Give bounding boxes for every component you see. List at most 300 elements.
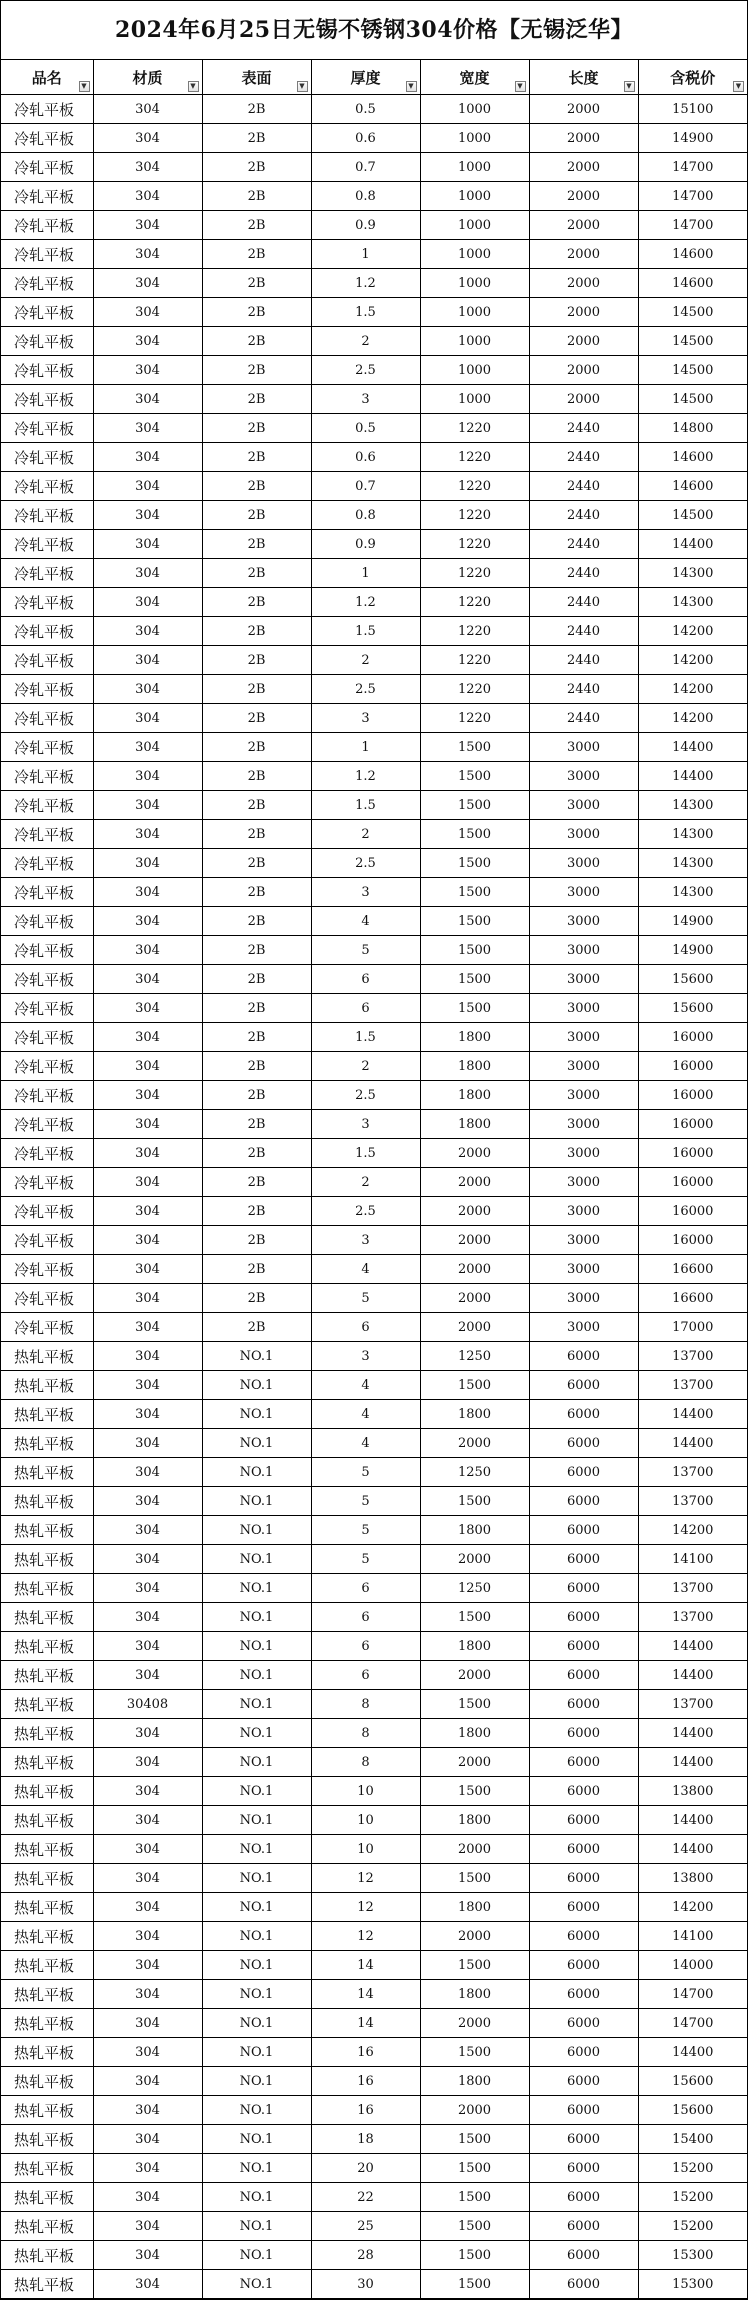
cell-product-name: 冷轧平板	[1, 1052, 93, 1081]
cell-price: 16000	[638, 1023, 747, 1052]
cell-surface: NO.1	[202, 1603, 311, 1632]
cell-surface: NO.1	[202, 1690, 311, 1719]
cell-width: 1500	[420, 762, 529, 791]
cell-price: 14400	[638, 530, 747, 559]
cell-material: 304	[93, 1255, 202, 1284]
cell-width: 1800	[420, 1400, 529, 1429]
cell-thickness: 3	[311, 878, 420, 907]
cell-product-name: 冷轧平板	[1, 414, 93, 443]
cell-thickness: 6	[311, 1603, 420, 1632]
cell-surface: NO.1	[202, 1574, 311, 1603]
cell-length: 6000	[529, 2183, 638, 2212]
cell-product-name: 热轧平板	[1, 1980, 93, 2009]
table-row	[1, 1429, 747, 1458]
cell-surface: NO.1	[202, 2096, 311, 2125]
cell-material: 304	[93, 2270, 202, 2299]
cell-surface: 2B	[202, 1226, 311, 1255]
cell-material: 304	[93, 1574, 202, 1603]
cell-width: 1500	[420, 2183, 529, 2212]
table-row	[1, 646, 747, 675]
cell-length: 6000	[529, 1806, 638, 1835]
cell-product-name: 冷轧平板	[1, 211, 93, 240]
table-row	[1, 1922, 747, 1951]
cell-material: 304	[93, 1081, 202, 1110]
filter-dropdown-icon[interactable]: ▼	[406, 81, 417, 92]
cell-price: 13800	[638, 1864, 747, 1893]
cell-length: 2440	[529, 559, 638, 588]
cell-thickness: 2.5	[311, 356, 420, 385]
cell-width: 1000	[420, 298, 529, 327]
cell-thickness: 2	[311, 646, 420, 675]
cell-surface: 2B	[202, 762, 311, 791]
cell-surface: 2B	[202, 675, 311, 704]
cell-length: 6000	[529, 2125, 638, 2154]
cell-thickness: 2	[311, 820, 420, 849]
cell-material: 304	[93, 1806, 202, 1835]
cell-width: 2000	[420, 1429, 529, 1458]
cell-length: 2440	[529, 704, 638, 733]
cell-price: 14400	[638, 1719, 747, 1748]
cell-thickness: 6	[311, 1574, 420, 1603]
cell-width: 1250	[420, 1458, 529, 1487]
table-row	[1, 2154, 747, 2183]
cell-thickness: 3	[311, 1342, 420, 1371]
cell-price: 14600	[638, 472, 747, 501]
cell-material: 304	[93, 95, 202, 124]
cell-material: 304	[93, 994, 202, 1023]
table-row	[1, 443, 747, 472]
cell-price: 14200	[638, 1516, 747, 1545]
table-row	[1, 1603, 747, 1632]
cell-material: 304	[93, 849, 202, 878]
cell-width: 2000	[420, 1545, 529, 1574]
cell-length: 3000	[529, 1255, 638, 1284]
cell-product-name: 冷轧平板	[1, 1226, 93, 1255]
cell-surface: NO.1	[202, 1342, 311, 1371]
cell-product-name: 冷轧平板	[1, 1168, 93, 1197]
cell-product-name: 热轧平板	[1, 1661, 93, 1690]
cell-price: 14300	[638, 791, 747, 820]
cell-thickness: 1.5	[311, 617, 420, 646]
cell-length: 2440	[529, 675, 638, 704]
cell-width: 1800	[420, 1052, 529, 1081]
cell-surface: NO.1	[202, 1893, 311, 1922]
cell-product-name: 冷轧平板	[1, 240, 93, 269]
cell-width: 1000	[420, 95, 529, 124]
cell-thickness: 2.5	[311, 1197, 420, 1226]
cell-product-name: 冷轧平板	[1, 588, 93, 617]
cell-material: 304	[93, 2125, 202, 2154]
cell-price: 14400	[638, 762, 747, 791]
cell-thickness: 18	[311, 2125, 420, 2154]
cell-product-name: 冷轧平板	[1, 1255, 93, 1284]
cell-surface: 2B	[202, 443, 311, 472]
table-row	[1, 1168, 747, 1197]
cell-material: 304	[93, 1226, 202, 1255]
header-label: 品名	[31, 68, 62, 87]
cell-material: 304	[93, 1661, 202, 1690]
cell-width: 2000	[420, 1168, 529, 1197]
cell-width: 1800	[420, 2067, 529, 2096]
table-row	[1, 2096, 747, 2125]
table-row	[1, 1748, 747, 1777]
table-row	[1, 1313, 747, 1342]
cell-price: 14600	[638, 269, 747, 298]
cell-product-name: 冷轧平板	[1, 1110, 93, 1139]
cell-length: 2000	[529, 298, 638, 327]
cell-surface: 2B	[202, 1284, 311, 1313]
cell-thickness: 2	[311, 1168, 420, 1197]
cell-width: 1500	[420, 1371, 529, 1400]
cell-length: 6000	[529, 1748, 638, 1777]
cell-thickness: 5	[311, 1487, 420, 1516]
cell-surface: 2B	[202, 1052, 311, 1081]
cell-product-name: 冷轧平板	[1, 849, 93, 878]
cell-width: 1800	[420, 1632, 529, 1661]
cell-length: 2440	[529, 588, 638, 617]
table-row	[1, 965, 747, 994]
cell-surface: 2B	[202, 559, 311, 588]
cell-product-name: 热轧平板	[1, 1893, 93, 1922]
cell-surface: 2B	[202, 820, 311, 849]
cell-material: 304	[93, 1052, 202, 1081]
cell-length: 6000	[529, 2270, 638, 2299]
cell-length: 2000	[529, 124, 638, 153]
cell-length: 2440	[529, 646, 638, 675]
cell-material: 304	[93, 1487, 202, 1516]
cell-price: 14500	[638, 356, 747, 385]
cell-material: 304	[93, 704, 202, 733]
cell-product-name: 热轧平板	[1, 1516, 93, 1545]
cell-surface: 2B	[202, 153, 311, 182]
cell-length: 3000	[529, 1081, 638, 1110]
cell-material: 304	[93, 240, 202, 269]
cell-material: 304	[93, 1429, 202, 1458]
cell-material: 304	[93, 965, 202, 994]
cell-thickness: 8	[311, 1719, 420, 1748]
cell-product-name: 热轧平板	[1, 2241, 93, 2270]
cell-product-name: 热轧平板	[1, 2212, 93, 2241]
cell-thickness: 22	[311, 2183, 420, 2212]
filter-dropdown-icon[interactable]: ▼	[733, 81, 744, 92]
cell-price: 16000	[638, 1226, 747, 1255]
cell-width: 1500	[420, 1951, 529, 1980]
cell-surface: 2B	[202, 1081, 311, 1110]
cell-width: 1500	[420, 936, 529, 965]
cell-product-name: 冷轧平板	[1, 559, 93, 588]
cell-width: 1500	[420, 1690, 529, 1719]
cell-material: 304	[93, 385, 202, 414]
cell-product-name: 热轧平板	[1, 1632, 93, 1661]
cell-material: 304	[93, 182, 202, 211]
cell-surface: NO.1	[202, 2241, 311, 2270]
cell-thickness: 5	[311, 1516, 420, 1545]
cell-length: 2440	[529, 501, 638, 530]
table-row	[1, 1864, 747, 1893]
cell-thickness: 5	[311, 1284, 420, 1313]
cell-surface: 2B	[202, 530, 311, 559]
filter-dropdown-icon[interactable]: ▼	[79, 81, 90, 92]
table-row	[1, 2009, 747, 2038]
cell-width: 1800	[420, 1110, 529, 1139]
cell-surface: NO.1	[202, 1632, 311, 1661]
cell-surface: 2B	[202, 327, 311, 356]
cell-surface: 2B	[202, 1255, 311, 1284]
cell-length: 6000	[529, 2067, 638, 2096]
cell-length: 6000	[529, 1603, 638, 1632]
cell-length: 2000	[529, 385, 638, 414]
cell-length: 6000	[529, 1835, 638, 1864]
cell-surface: NO.1	[202, 1806, 311, 1835]
cell-price: 14500	[638, 501, 747, 530]
table-row	[1, 298, 747, 327]
cell-width: 1220	[420, 617, 529, 646]
cell-material: 304	[93, 1603, 202, 1632]
cell-surface: NO.1	[202, 1516, 311, 1545]
cell-surface: 2B	[202, 704, 311, 733]
cell-surface: NO.1	[202, 2154, 311, 2183]
filter-dropdown-icon[interactable]: ▼	[297, 81, 308, 92]
cell-price: 14700	[638, 1980, 747, 2009]
cell-width: 1500	[420, 965, 529, 994]
cell-product-name: 冷轧平板	[1, 762, 93, 791]
cell-surface: 2B	[202, 472, 311, 501]
cell-length: 6000	[529, 1661, 638, 1690]
table-row	[1, 1574, 747, 1603]
cell-product-name: 热轧平板	[1, 2096, 93, 2125]
table-row	[1, 1081, 747, 1110]
cell-thickness: 4	[311, 1371, 420, 1400]
cell-length: 6000	[529, 1777, 638, 1806]
cell-length: 3000	[529, 1139, 638, 1168]
cell-surface: NO.1	[202, 1429, 311, 1458]
cell-surface: 2B	[202, 414, 311, 443]
table-row	[1, 1545, 747, 1574]
cell-price: 13700	[638, 1342, 747, 1371]
cell-product-name: 冷轧平板	[1, 327, 93, 356]
cell-price: 14200	[638, 617, 747, 646]
cell-surface: 2B	[202, 646, 311, 675]
cell-thickness: 6	[311, 1661, 420, 1690]
cell-product-name: 冷轧平板	[1, 1139, 93, 1168]
cell-length: 3000	[529, 1197, 638, 1226]
cell-price: 14300	[638, 588, 747, 617]
cell-length: 6000	[529, 1574, 638, 1603]
cell-material: 304	[93, 2067, 202, 2096]
cell-width: 1220	[420, 704, 529, 733]
cell-length: 3000	[529, 820, 638, 849]
cell-width: 2000	[420, 1748, 529, 1777]
table-row	[1, 1487, 747, 1516]
header-width	[420, 60, 529, 95]
cell-thickness: 4	[311, 1255, 420, 1284]
cell-surface: NO.1	[202, 2038, 311, 2067]
cell-length: 2000	[529, 153, 638, 182]
cell-width: 1800	[420, 1719, 529, 1748]
cell-width: 1500	[420, 733, 529, 762]
cell-thickness: 4	[311, 1429, 420, 1458]
table-row	[1, 1458, 747, 1487]
price-table	[1, 60, 747, 2299]
cell-thickness: 6	[311, 1632, 420, 1661]
header-material	[93, 60, 202, 95]
cell-price: 14100	[638, 1545, 747, 1574]
cell-thickness: 5	[311, 1458, 420, 1487]
cell-surface: NO.1	[202, 2270, 311, 2299]
cell-surface: 2B	[202, 1197, 311, 1226]
cell-width: 1500	[420, 2241, 529, 2270]
cell-thickness: 1.2	[311, 588, 420, 617]
table-row	[1, 1893, 747, 1922]
table-row	[1, 878, 747, 907]
cell-surface: 2B	[202, 936, 311, 965]
cell-thickness: 2.5	[311, 1081, 420, 1110]
cell-price: 15200	[638, 2183, 747, 2212]
cell-thickness: 0.6	[311, 124, 420, 153]
cell-length: 2000	[529, 240, 638, 269]
cell-surface: 2B	[202, 994, 311, 1023]
cell-surface: 2B	[202, 1313, 311, 1342]
table-row	[1, 385, 747, 414]
cell-length: 2000	[529, 211, 638, 240]
cell-thickness: 2.5	[311, 849, 420, 878]
cell-price: 16000	[638, 1139, 747, 1168]
table-row	[1, 1052, 747, 1081]
cell-width: 1250	[420, 1574, 529, 1603]
table-row	[1, 994, 747, 1023]
cell-price: 14600	[638, 443, 747, 472]
table-row	[1, 704, 747, 733]
cell-length: 6000	[529, 1371, 638, 1400]
cell-surface: 2B	[202, 95, 311, 124]
cell-product-name: 热轧平板	[1, 1864, 93, 1893]
table-row	[1, 95, 747, 124]
table-row	[1, 559, 747, 588]
cell-thickness: 8	[311, 1690, 420, 1719]
cell-length: 3000	[529, 1110, 638, 1139]
cell-product-name: 热轧平板	[1, 1574, 93, 1603]
cell-material: 304	[93, 1371, 202, 1400]
table-row	[1, 849, 747, 878]
cell-length: 2000	[529, 95, 638, 124]
cell-material: 304	[93, 588, 202, 617]
table-row	[1, 2183, 747, 2212]
cell-thickness: 0.5	[311, 95, 420, 124]
cell-price: 15600	[638, 994, 747, 1023]
cell-material: 304	[93, 1197, 202, 1226]
cell-length: 6000	[529, 1893, 638, 1922]
cell-length: 3000	[529, 994, 638, 1023]
table-row	[1, 1632, 747, 1661]
cell-material: 304	[93, 530, 202, 559]
cell-product-name: 热轧平板	[1, 2183, 93, 2212]
cell-width: 1500	[420, 994, 529, 1023]
cell-price: 14400	[638, 733, 747, 762]
cell-width: 2000	[420, 2009, 529, 2038]
cell-width: 1220	[420, 472, 529, 501]
table-row	[1, 1777, 747, 1806]
table-row	[1, 2038, 747, 2067]
cell-material: 304	[93, 1748, 202, 1777]
cell-material: 304	[93, 617, 202, 646]
filter-dropdown-icon[interactable]: ▼	[188, 81, 199, 92]
cell-price: 14300	[638, 878, 747, 907]
cell-length: 2000	[529, 327, 638, 356]
cell-price: 16000	[638, 1197, 747, 1226]
cell-material: 304	[93, 1458, 202, 1487]
cell-thickness: 1	[311, 240, 420, 269]
cell-width: 1220	[420, 559, 529, 588]
cell-product-name: 热轧平板	[1, 1690, 93, 1719]
cell-surface: NO.1	[202, 1864, 311, 1893]
cell-material: 304	[93, 1777, 202, 1806]
cell-price: 15200	[638, 2212, 747, 2241]
cell-width: 1500	[420, 849, 529, 878]
table-row	[1, 1255, 747, 1284]
cell-length: 6000	[529, 1690, 638, 1719]
cell-thickness: 1	[311, 733, 420, 762]
cell-width: 1000	[420, 211, 529, 240]
table-row	[1, 1139, 747, 1168]
cell-product-name: 冷轧平板	[1, 646, 93, 675]
cell-material: 304	[93, 1284, 202, 1313]
cell-price: 14400	[638, 1806, 747, 1835]
cell-thickness: 0.5	[311, 414, 420, 443]
cell-length: 6000	[529, 2009, 638, 2038]
cell-material: 304	[93, 907, 202, 936]
cell-product-name: 热轧平板	[1, 2067, 93, 2096]
cell-product-name: 热轧平板	[1, 1719, 93, 1748]
table-row	[1, 1661, 747, 1690]
cell-width: 2000	[420, 1835, 529, 1864]
cell-product-name: 冷轧平板	[1, 385, 93, 414]
table-row	[1, 791, 747, 820]
cell-material: 304	[93, 1864, 202, 1893]
cell-length: 3000	[529, 878, 638, 907]
cell-price: 14700	[638, 2009, 747, 2038]
filter-dropdown-icon[interactable]: ▼	[624, 81, 635, 92]
cell-surface: NO.1	[202, 1371, 311, 1400]
cell-length: 3000	[529, 965, 638, 994]
cell-price: 14900	[638, 124, 747, 153]
cell-width: 2000	[420, 1313, 529, 1342]
cell-product-name: 热轧平板	[1, 1806, 93, 1835]
cell-thickness: 2.5	[311, 675, 420, 704]
cell-length: 6000	[529, 2038, 638, 2067]
cell-product-name: 热轧平板	[1, 2154, 93, 2183]
cell-price: 14200	[638, 704, 747, 733]
table-row	[1, 936, 747, 965]
cell-surface: 2B	[202, 182, 311, 211]
cell-product-name: 冷轧平板	[1, 1081, 93, 1110]
cell-material: 304	[93, 791, 202, 820]
cell-product-name: 冷轧平板	[1, 501, 93, 530]
cell-price: 14500	[638, 298, 747, 327]
header-thickness	[311, 60, 420, 95]
cell-product-name: 冷轧平板	[1, 791, 93, 820]
cell-surface: NO.1	[202, 1980, 311, 2009]
table-row	[1, 211, 747, 240]
cell-length: 6000	[529, 2154, 638, 2183]
filter-dropdown-icon[interactable]: ▼	[515, 81, 526, 92]
cell-thickness: 1.5	[311, 298, 420, 327]
cell-material: 304	[93, 414, 202, 443]
cell-surface: NO.1	[202, 1458, 311, 1487]
cell-price: 14300	[638, 849, 747, 878]
cell-material: 304	[93, 1139, 202, 1168]
cell-length: 3000	[529, 791, 638, 820]
cell-product-name: 热轧平板	[1, 1429, 93, 1458]
